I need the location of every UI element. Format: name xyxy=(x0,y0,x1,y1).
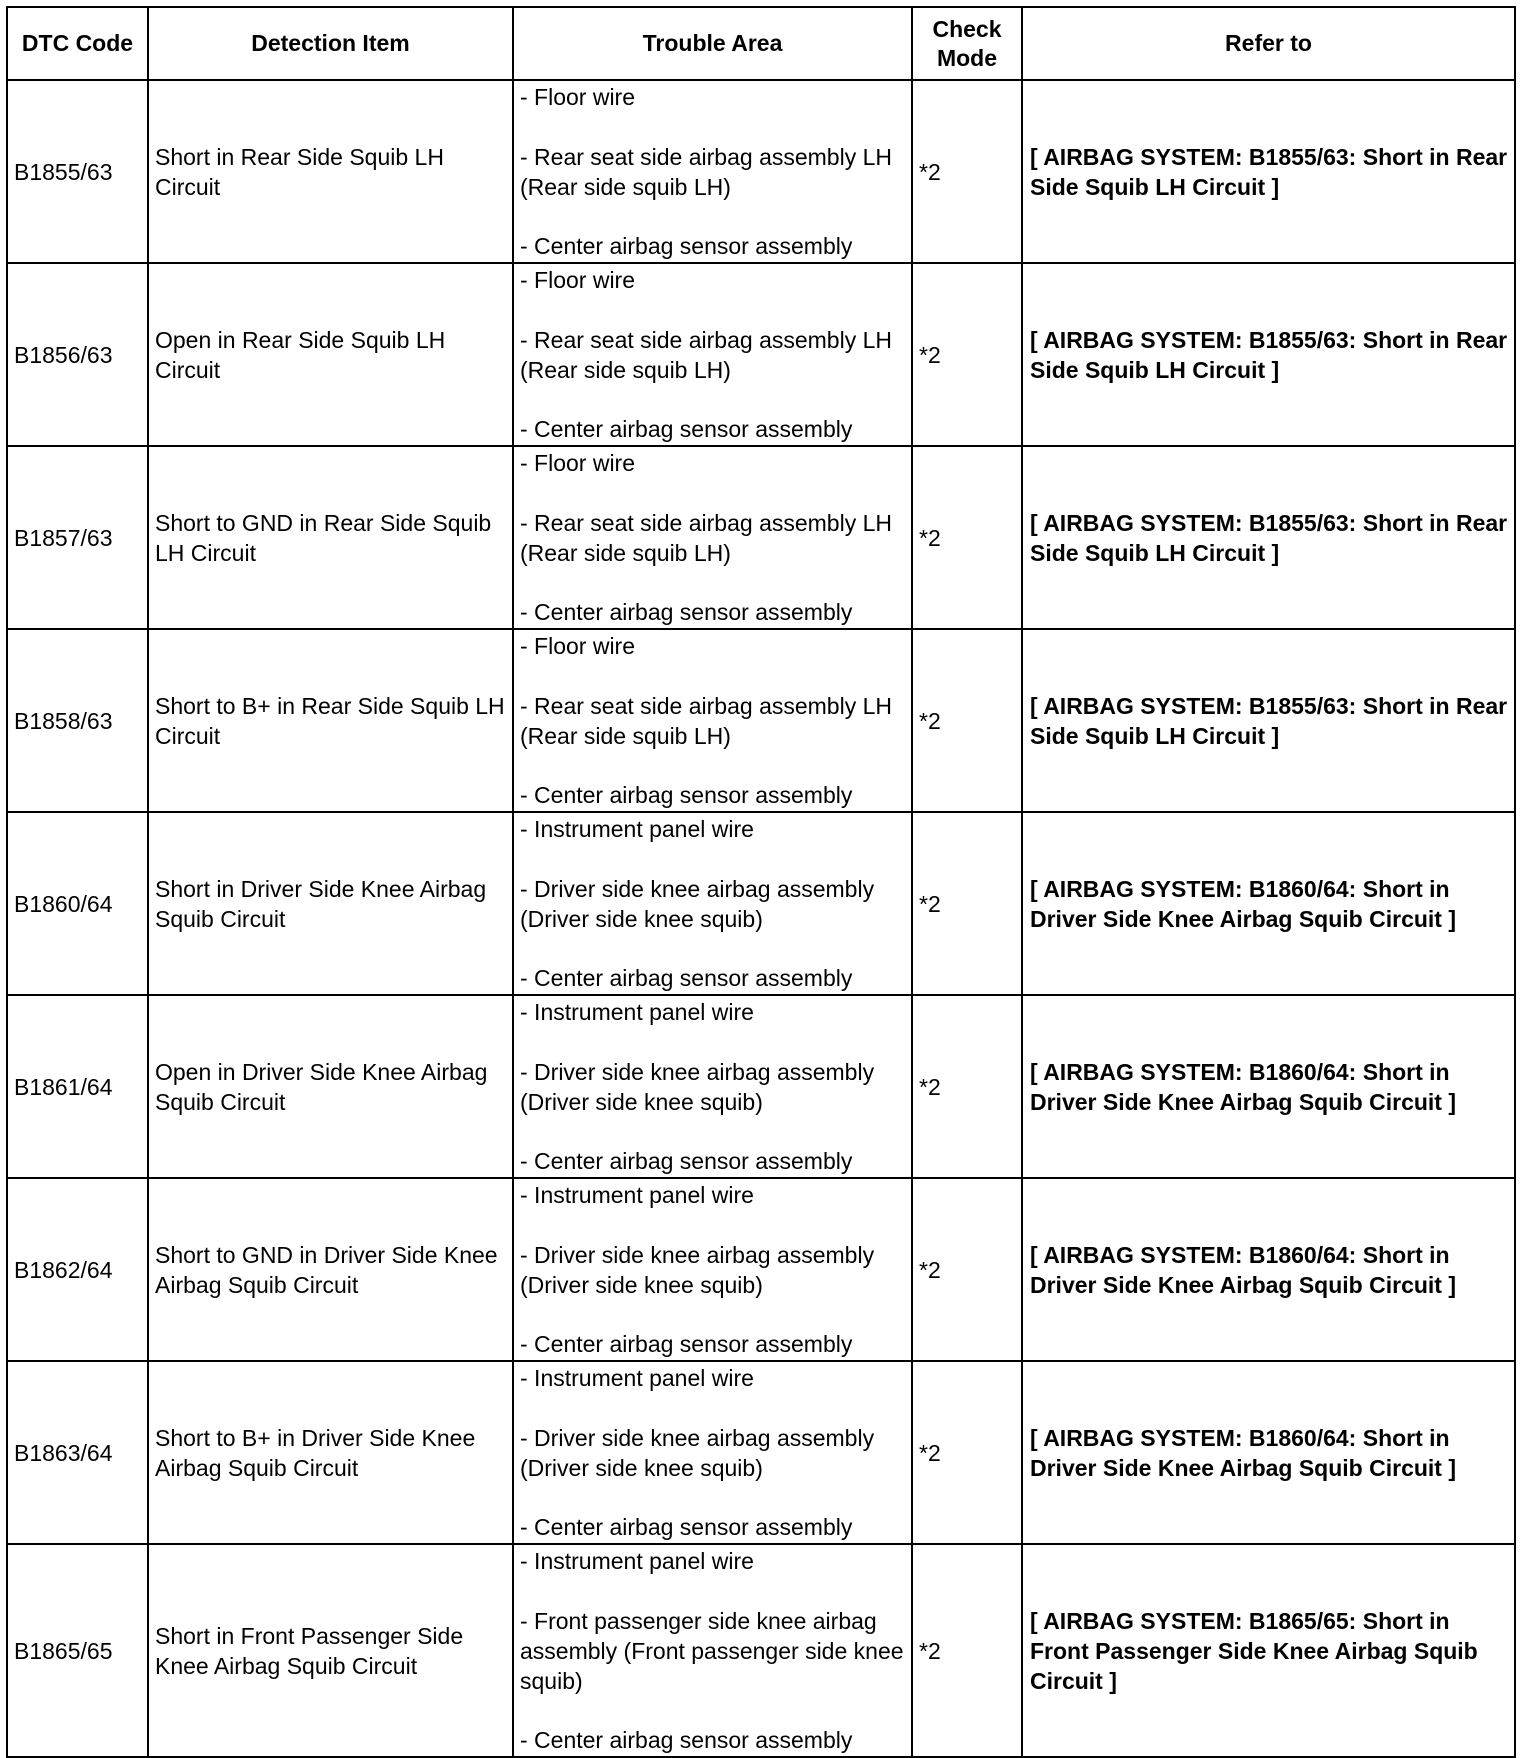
trouble-area-list xyxy=(520,448,905,627)
table-row xyxy=(7,1178,1515,1361)
refer-to-cell: [ AIRBAG SYSTEM: B1855/63: Short in Rear Side Squib LH Circuit ] xyxy=(1022,629,1515,812)
trouble-area-item: - Center airbag sensor assembly xyxy=(520,782,853,808)
header-check-mode-line2: Mode xyxy=(936,44,998,71)
table-row xyxy=(7,1361,1515,1544)
table-row xyxy=(7,995,1515,1178)
check-mode-cell: *2 xyxy=(912,995,1022,1178)
trouble-area-cell xyxy=(513,263,912,446)
dtc-code-cell: B1861/64 xyxy=(7,995,148,1178)
trouble-area-list xyxy=(520,82,905,261)
trouble-area-list xyxy=(520,814,905,993)
trouble-area-item: - Rear seat side airbag assembly LH (Rear side squib LH) xyxy=(520,692,892,749)
trouble-area-cell xyxy=(513,1178,912,1361)
dtc-table xyxy=(6,6,1516,1758)
table-row xyxy=(7,80,1515,263)
trouble-area-cell xyxy=(513,80,912,263)
detection-item-cell: Short in Rear Side Squib LH Circuit xyxy=(148,80,513,263)
trouble-area-item: - Instrument panel wire xyxy=(520,1182,754,1208)
table-body xyxy=(7,80,1515,1757)
trouble-area-item: - Instrument panel wire xyxy=(520,816,754,842)
dtc-code-cell: B1865/65 xyxy=(7,1544,148,1757)
dtc-table-page xyxy=(6,6,1516,1758)
trouble-area-item: - Front passenger side knee airbag assembly (Front passenger side knee squib) xyxy=(520,1607,904,1694)
trouble-area-item: - Center airbag sensor assembly xyxy=(520,1148,853,1174)
detection-item-cell: Short to B+ in Driver Side Knee Airbag Squib Circuit xyxy=(148,1361,513,1544)
trouble-area-item: - Floor wire xyxy=(520,633,636,659)
dtc-code-cell: B1860/64 xyxy=(7,812,148,995)
trouble-area-item: - Floor wire xyxy=(520,84,636,110)
trouble-area-cell xyxy=(513,629,912,812)
table-row xyxy=(7,263,1515,446)
trouble-area-cell xyxy=(513,1361,912,1544)
refer-to-cell: [ AIRBAG SYSTEM: B1860/64: Short in Driver Side Knee Airbag Squib Circuit ] xyxy=(1022,1361,1515,1544)
dtc-code-cell: B1857/63 xyxy=(7,446,148,629)
trouble-area-cell xyxy=(513,446,912,629)
refer-to-cell: [ AIRBAG SYSTEM: B1855/63: Short in Rear Side Squib LH Circuit ] xyxy=(1022,80,1515,263)
trouble-area-item: - Floor wire xyxy=(520,267,636,293)
trouble-area-item: - Driver side knee airbag assembly (Driver side knee squib) xyxy=(520,1241,875,1298)
table-row xyxy=(7,629,1515,812)
header-refer-to: Refer to xyxy=(1022,7,1515,80)
dtc-code-cell: B1863/64 xyxy=(7,1361,148,1544)
table-row xyxy=(7,812,1515,995)
trouble-area-cell xyxy=(513,1544,912,1757)
check-mode-cell: *2 xyxy=(912,1178,1022,1361)
table-header xyxy=(7,7,1515,80)
trouble-area-item: - Rear seat side airbag assembly LH (Rear side squib LH) xyxy=(520,326,892,383)
trouble-area-list xyxy=(520,631,905,810)
header-check-mode-line1: Check xyxy=(932,15,1002,42)
trouble-area-item: - Center airbag sensor assembly xyxy=(520,1331,853,1357)
refer-to-cell: [ AIRBAG SYSTEM: B1860/64: Short in Driver Side Knee Airbag Squib Circuit ] xyxy=(1022,1178,1515,1361)
trouble-area-item: - Driver side knee airbag assembly (Driver side knee squib) xyxy=(520,1058,875,1115)
trouble-area-list xyxy=(520,1363,905,1542)
check-mode-cell: *2 xyxy=(912,446,1022,629)
detection-item-cell: Short to GND in Rear Side Squib LH Circuit xyxy=(148,446,513,629)
dtc-code-cell: B1858/63 xyxy=(7,629,148,812)
trouble-area-item: - Instrument panel wire xyxy=(520,1365,754,1391)
trouble-area-item: - Center airbag sensor assembly xyxy=(520,233,853,259)
detection-item-cell: Short to B+ in Rear Side Squib LH Circuit xyxy=(148,629,513,812)
trouble-area-item: - Driver side knee airbag assembly (Driver side knee squib) xyxy=(520,875,875,932)
detection-item-cell: Open in Rear Side Squib LH Circuit xyxy=(148,263,513,446)
dtc-code-cell: B1855/63 xyxy=(7,80,148,263)
trouble-area-cell xyxy=(513,995,912,1178)
detection-item-cell: Short in Front Passenger Side Knee Airbag Squib Circuit xyxy=(148,1544,513,1757)
refer-to-cell: [ AIRBAG SYSTEM: B1860/64: Short in Driver Side Knee Airbag Squib Circuit ] xyxy=(1022,995,1515,1178)
header-dtc-code: DTC Code xyxy=(7,7,148,80)
table-row xyxy=(7,1544,1515,1757)
table-row xyxy=(7,446,1515,629)
refer-to-cell: [ AIRBAG SYSTEM: B1865/65: Short in Front Passenger Side Knee Airbag Squib Circuit ] xyxy=(1022,1544,1515,1757)
check-mode-cell: *2 xyxy=(912,263,1022,446)
trouble-area-list xyxy=(520,997,905,1176)
dtc-code-cell: B1856/63 xyxy=(7,263,148,446)
trouble-area-list xyxy=(520,265,905,444)
detection-item-cell: Short in Driver Side Knee Airbag Squib Circuit xyxy=(148,812,513,995)
trouble-area-item: - Center airbag sensor assembly xyxy=(520,416,853,442)
trouble-area-list xyxy=(520,1180,905,1359)
header-check-mode xyxy=(912,7,1022,80)
refer-to-cell: [ AIRBAG SYSTEM: B1860/64: Short in Driver Side Knee Airbag Squib Circuit ] xyxy=(1022,812,1515,995)
trouble-area-item: - Rear seat side airbag assembly LH (Rear side squib LH) xyxy=(520,509,892,566)
trouble-area-cell xyxy=(513,812,912,995)
detection-item-cell: Short to GND in Driver Side Knee Airbag Squib Circuit xyxy=(148,1178,513,1361)
trouble-area-item: - Center airbag sensor assembly xyxy=(520,599,853,625)
dtc-code-cell: B1862/64 xyxy=(7,1178,148,1361)
detection-item-cell: Open in Driver Side Knee Airbag Squib Circuit xyxy=(148,995,513,1178)
trouble-area-item: - Rear seat side airbag assembly LH (Rear side squib LH) xyxy=(520,143,892,200)
trouble-area-item: - Driver side knee airbag assembly (Driver side knee squib) xyxy=(520,1424,875,1481)
trouble-area-item: - Center airbag sensor assembly xyxy=(520,1514,853,1540)
header-row xyxy=(7,7,1515,80)
trouble-area-item: - Instrument panel wire xyxy=(520,1548,754,1574)
refer-to-cell: [ AIRBAG SYSTEM: B1855/63: Short in Rear Side Squib LH Circuit ] xyxy=(1022,446,1515,629)
trouble-area-item: - Center airbag sensor assembly xyxy=(520,965,853,991)
check-mode-cell: *2 xyxy=(912,80,1022,263)
header-trouble-area: Trouble Area xyxy=(513,7,912,80)
header-detection-item: Detection Item xyxy=(148,7,513,80)
trouble-area-item: - Instrument panel wire xyxy=(520,999,754,1025)
check-mode-cell: *2 xyxy=(912,1544,1022,1757)
check-mode-cell: *2 xyxy=(912,1361,1022,1544)
check-mode-cell: *2 xyxy=(912,812,1022,995)
check-mode-cell: *2 xyxy=(912,629,1022,812)
trouble-area-item: - Center airbag sensor assembly xyxy=(520,1727,853,1753)
trouble-area-list xyxy=(520,1546,905,1755)
refer-to-cell: [ AIRBAG SYSTEM: B1855/63: Short in Rear Side Squib LH Circuit ] xyxy=(1022,263,1515,446)
trouble-area-item: - Floor wire xyxy=(520,450,636,476)
